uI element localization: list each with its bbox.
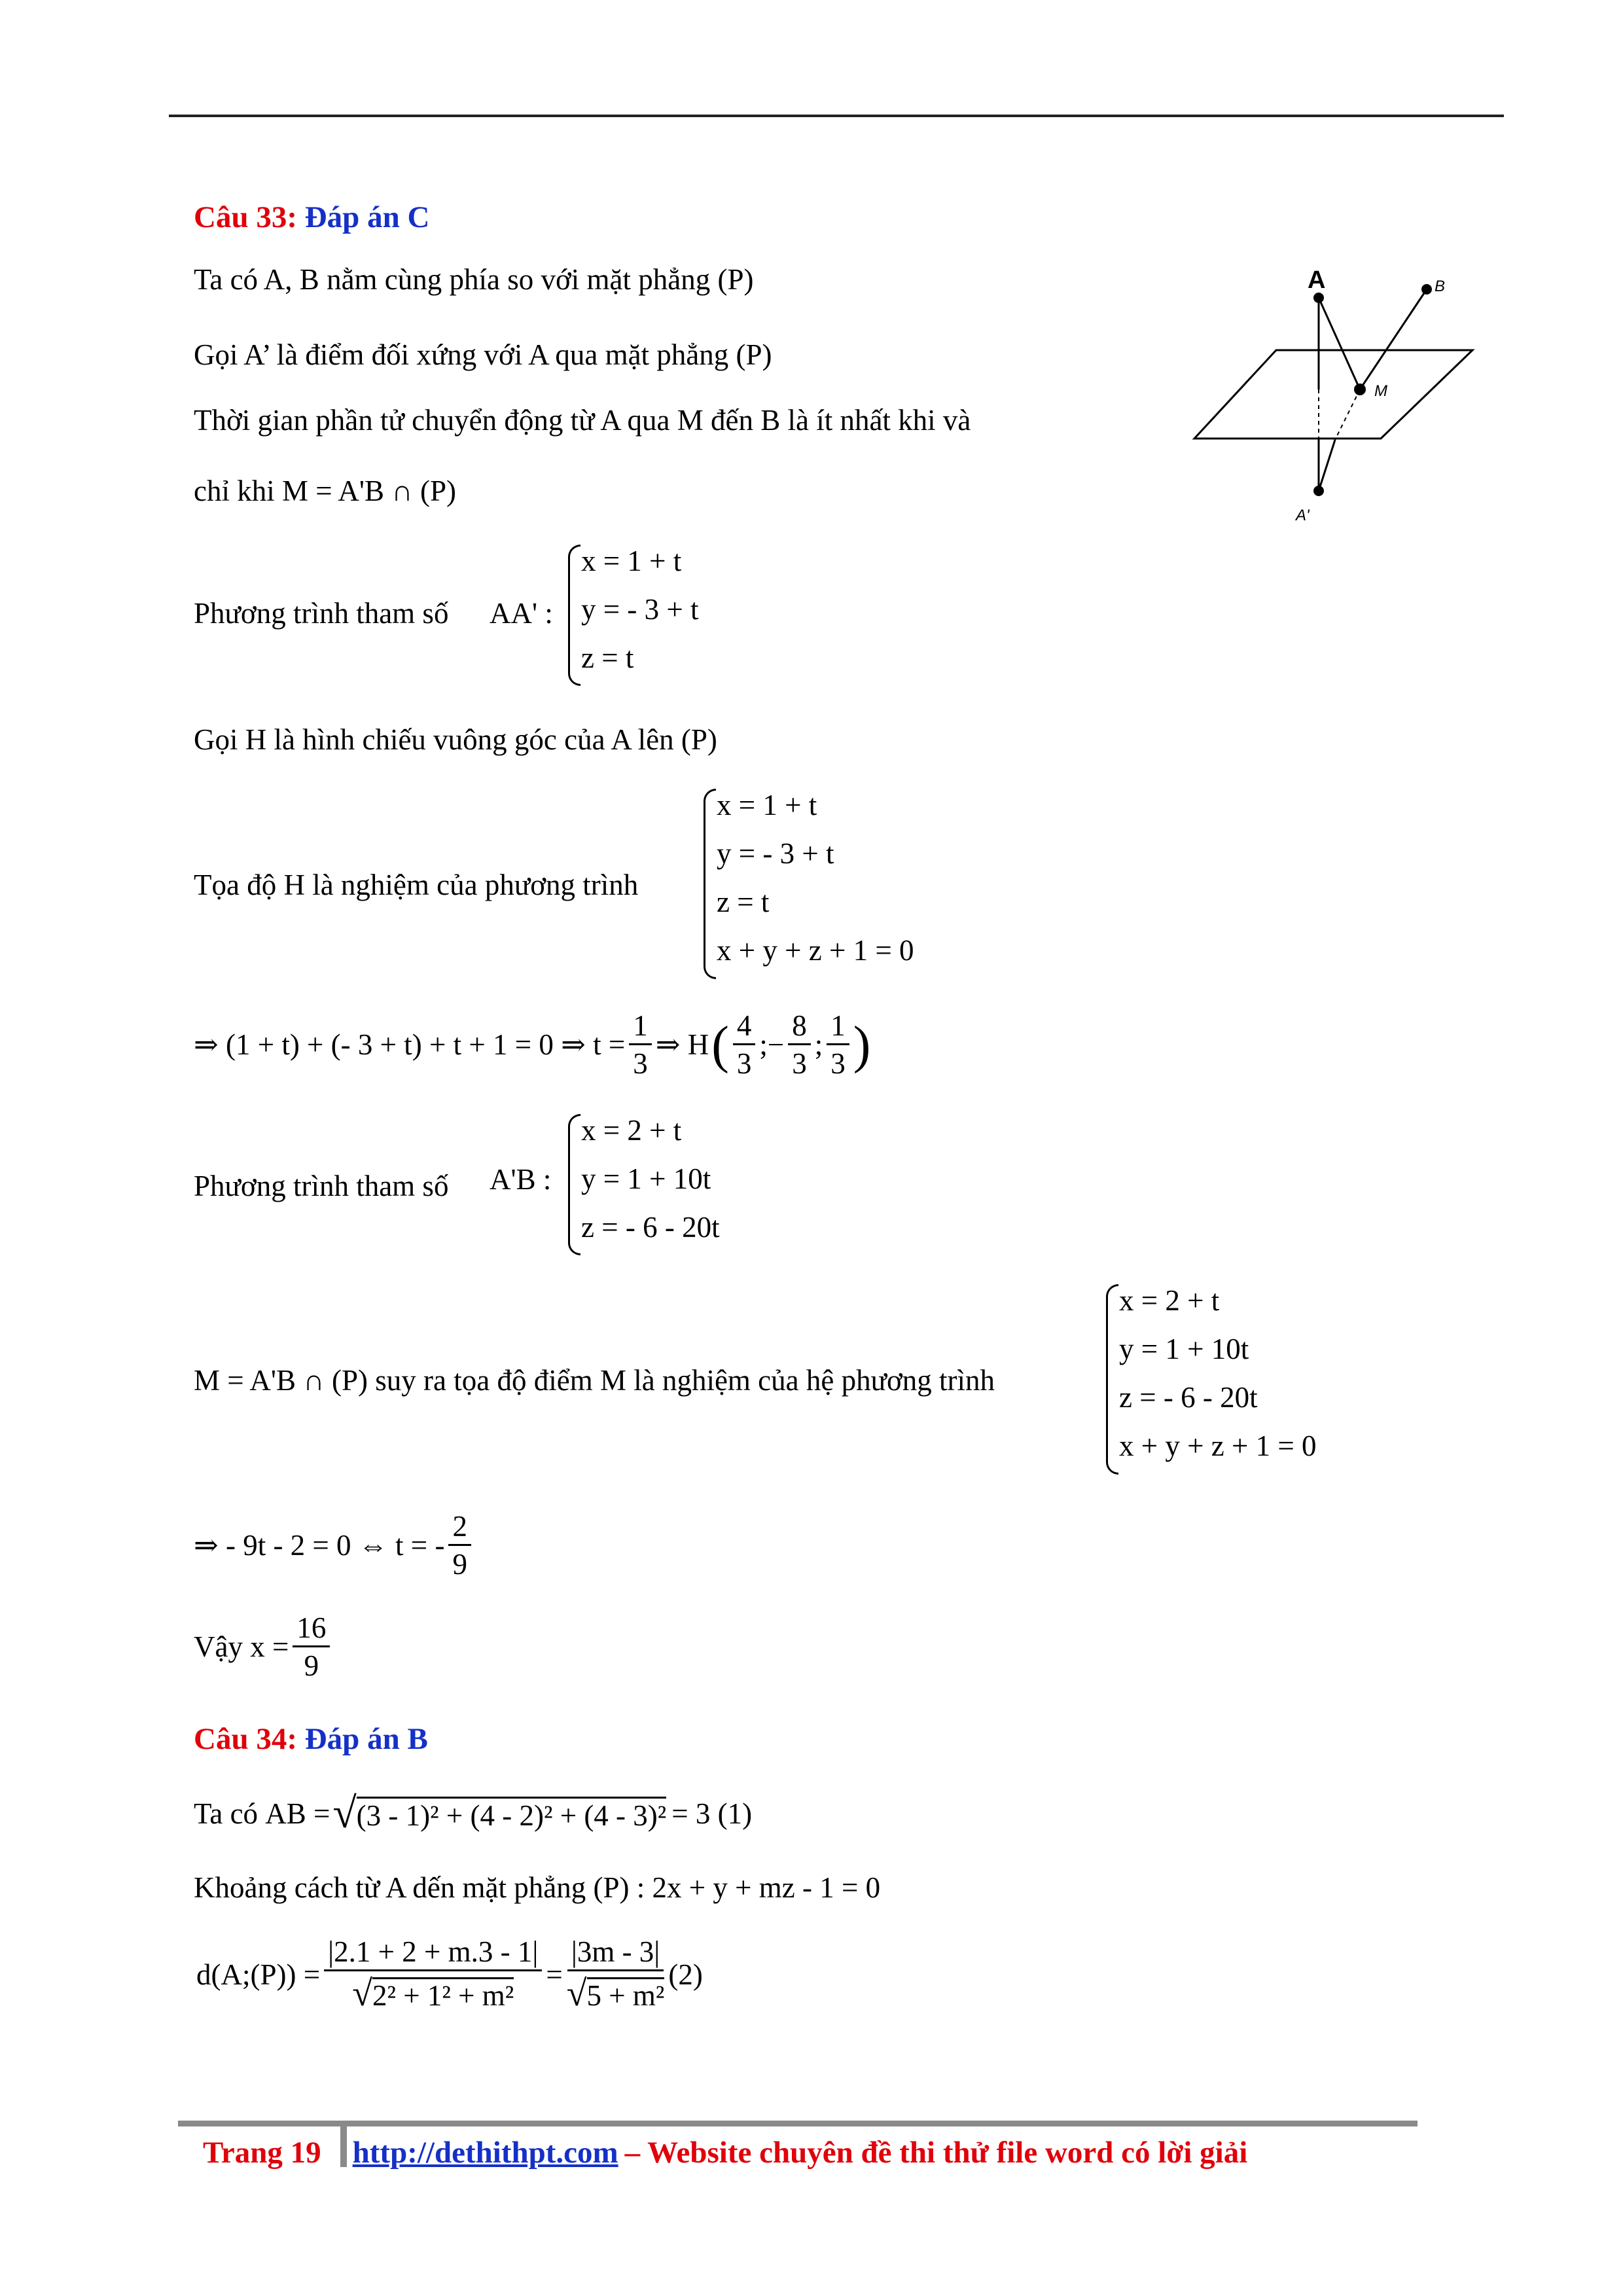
segment-Aprime-M — [1319, 440, 1335, 491]
header-rule — [169, 115, 1504, 117]
M-system — [1119, 1276, 1317, 1470]
proj-line: Gọi H là hình chiếu vuông góc của A lên (P) — [194, 723, 717, 756]
param-AB-eq-3: z = - 6 - 20t — [581, 1211, 720, 1244]
param-AA-name: AA' : — [490, 597, 553, 630]
q34-dist-line: Khoảng cách từ A dến mặt phẳng (P) : 2x + y + mz - 1 = 0 — [194, 1871, 881, 1904]
param-AB-name: A'B : — [490, 1163, 552, 1196]
brace-M — [1106, 1284, 1118, 1475]
param-AA-eq-3: z = t — [581, 641, 634, 674]
segment-M-B — [1360, 289, 1427, 389]
brace-H — [704, 789, 716, 979]
H-eq-1: x = 1 + t — [717, 789, 817, 821]
footer-page: Trang 19 — [203, 2136, 321, 2170]
point-M — [1354, 384, 1366, 395]
label-B: B — [1435, 278, 1446, 295]
q33-heading — [194, 200, 429, 235]
q34-ab-line: Ta có AB = √ (3 - 1)² + (4 - 2)² + (4 - 3)² = 3 (1) — [194, 1789, 753, 1837]
point-A — [1313, 293, 1324, 303]
label-Aprime: A' — [1296, 507, 1310, 524]
param-AA-label: Phương trình tham số — [194, 597, 449, 630]
param-AA-eq-2: y = - 3 + t — [581, 593, 699, 626]
footer-link[interactable]: http://dethithpt.com — [352, 2136, 618, 2170]
H-label: Tọa độ H là nghiệm của phương trình — [194, 869, 639, 901]
point-B — [1421, 284, 1432, 295]
M-eq-1: x = 2 + t — [1119, 1284, 1220, 1317]
footer — [203, 2135, 1247, 2170]
q34-label: Câu 34: — [194, 1722, 297, 1756]
M-eq-2: y = 1 + 10t — [1119, 1333, 1249, 1365]
M-eq-3: z = - 6 - 20t — [1119, 1381, 1258, 1414]
brace-AB — [568, 1114, 580, 1255]
q33-line3: Thời gian phần tử chuyển động từ A qua M đến B là ít nhất khi và — [194, 404, 971, 437]
label-A: A — [1308, 268, 1326, 294]
M-line: M = A'B ∩ (P) suy ra tọa độ điểm M là nghiệm của hệ phương trình — [194, 1364, 995, 1397]
q34-answer: Đáp án B — [304, 1722, 428, 1756]
solve-M: ⇒ - 9t - 2 = 0 ⇔ t = - $\frac{2}{9}$ — [194, 1512, 475, 1579]
solve-H: ⇒ (1 + t) + (- 3 + t) + t + 1 = 0 ⇒ t = $\frac{1}{3}$ ⇒ H ( $\frac{4}{3}$ ; − $\frac{8}{3}$ ; $\frac{1}{3}$ ) — [194, 1009, 871, 1080]
q33-line1: Ta có A, B nằm cùng phía so với mặt phẳng (P) — [194, 263, 754, 296]
footer-rule — [178, 2121, 1418, 2126]
H-eq-4: x + y + z + 1 = 0 — [717, 934, 914, 967]
q33-answer: Đáp án C — [304, 200, 430, 234]
plane-P — [1194, 350, 1472, 439]
param-AA-eq-1: x = 1 + t — [581, 545, 682, 577]
H-system — [717, 781, 914, 975]
param-AB-eq-2: y = 1 + 10t — [581, 1162, 711, 1195]
q33-label: Câu 33: — [194, 200, 297, 234]
param-AB-eq-1: x = 2 + t — [581, 1114, 682, 1147]
brace-AA — [568, 545, 580, 686]
q34-heading — [194, 1721, 428, 1757]
H-eq-2: y = - 3 + t — [717, 837, 834, 870]
q33-line2: Gọi A’ là điểm đối xứng với A qua mặt phẳng (P) — [194, 338, 772, 371]
param-AB-system — [581, 1106, 720, 1251]
geometry-figure — [1191, 268, 1492, 543]
M-eq-4: x + y + z + 1 = 0 — [1119, 1429, 1317, 1462]
point-Aprime — [1313, 486, 1324, 496]
q33-line4: chỉ khi M = A'B ∩ (P) — [194, 475, 457, 507]
segment-A-M — [1319, 298, 1360, 389]
segment-M-Aprime-hidden — [1335, 389, 1360, 440]
H-eq-3: z = t — [717, 886, 770, 918]
param-AA-system — [581, 537, 699, 682]
q34-distance-formula: d(A;(P)) = $\frac{|2.1 + 2 + m.3 - 1|}{\text{√2² + 1² + m²}}$ = $\frac{|3m - 3|}{\text{√5 + m²}}$ (2) — [196, 1935, 703, 2014]
footer-tagline: – Website chuyên đề thi thử file word có lời giải — [624, 2136, 1248, 2170]
conclusion: Vậy x = $\frac{16}{9}$ — [194, 1613, 334, 1681]
param-AB-label: Phương trình tham số — [194, 1170, 449, 1202]
label-M: M — [1374, 382, 1387, 400]
